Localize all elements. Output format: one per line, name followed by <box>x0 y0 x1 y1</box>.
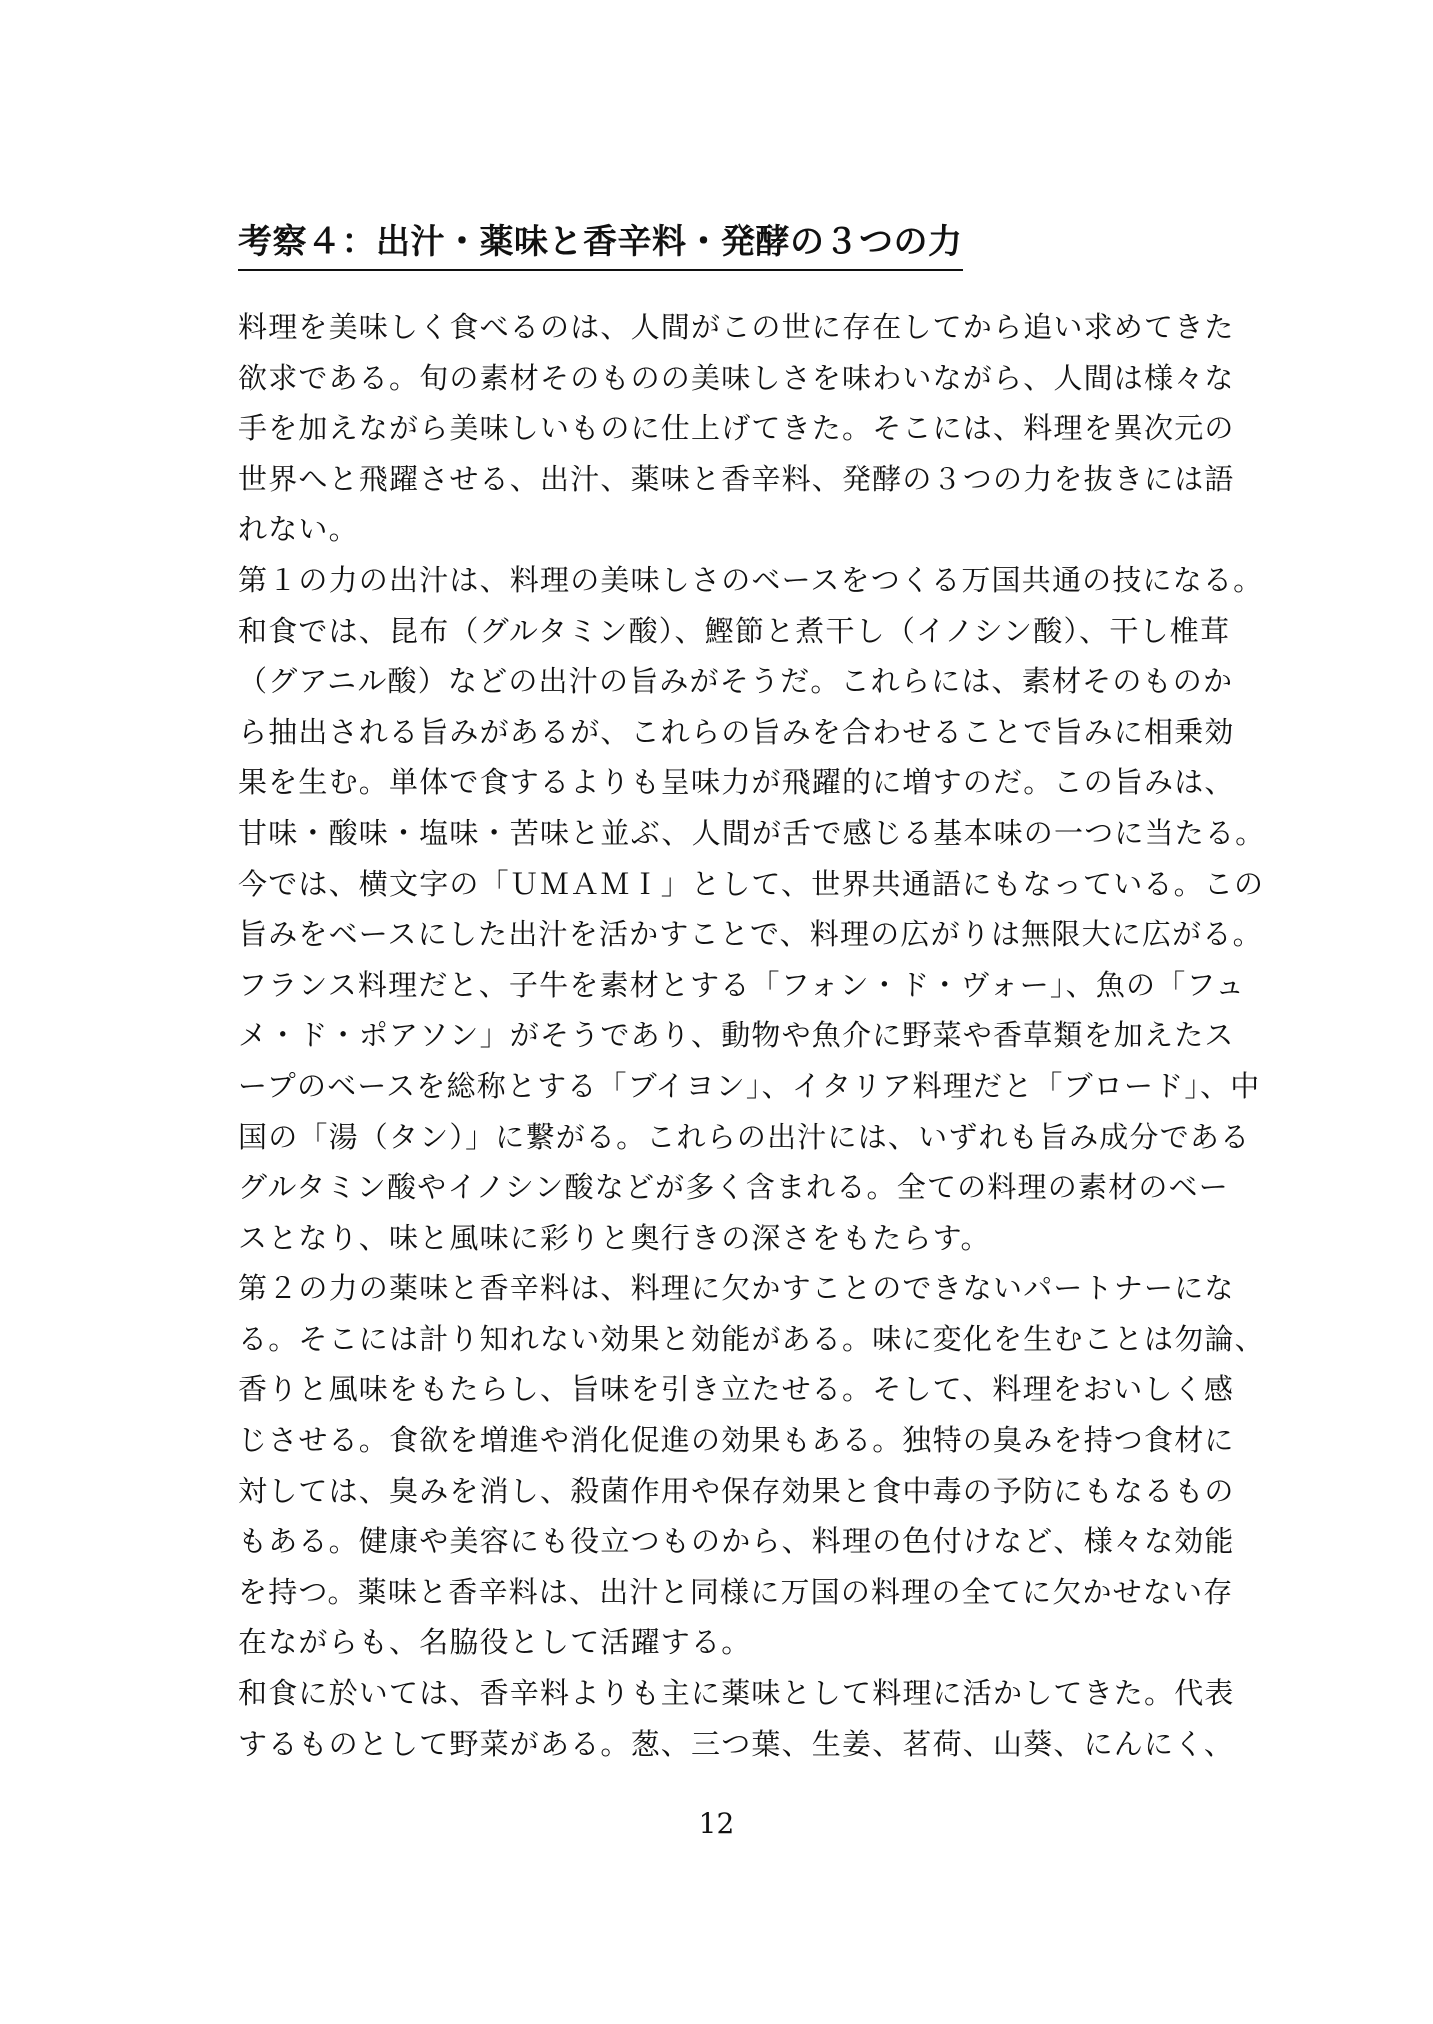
text-line: 在ながらも、名脇役として活躍する。 <box>238 1625 752 1660</box>
text-line: もある。健康や美容にも役立つものから、料理の色付けなど、様々な効能 <box>238 1524 1235 1559</box>
text-line: 今では、横文字の「ＵＭＡＭＩ」として、世界共通語にもなっている。この <box>238 866 1265 901</box>
text-line: 甘味・酸味・塩味・苦味と並ぶ、人間が舌で感じる基本味の一つに当たる。 <box>238 815 1266 850</box>
text-line: メ・ド・ポアソン」がそうであり、動物や魚介に野菜や香草類を加えたス <box>238 1018 1235 1053</box>
page-number: 12 <box>698 1807 735 1840</box>
section-title: 考察４：出汁・薬味と香辛料・発酵の３つの力 <box>238 222 963 271</box>
text-line: 第２の力の薬味と香辛料は、料理に欠かすことのできないパートナーにな <box>238 1271 1235 1306</box>
text-line: じさせる。食欲を増進や消化促進の効果もある。独特の臭みを持つ食材に <box>238 1423 1235 1458</box>
body-text <box>238 302 1266 1769</box>
text-line: 料理を美味しく食べるのは、人間がこの世に存在してから追い求めてきた <box>238 310 1235 344</box>
text-line: 旨みをベースにした出汁を活かすことで、料理の広がりは無限大に広がる。 <box>238 917 1263 952</box>
text-line: 対しては、臭みを消し、殺菌作用や保存効果と食中毒の予防にもなるもの <box>238 1473 1235 1508</box>
text-line: 国の「湯（タン）」に繋がる。これらの出汁には、いずれも旨み成分である <box>238 1119 1251 1154</box>
text-line: を持つ。薬味と香辛料は、出汁と同様に万国の料理の全てに欠かせない存 <box>238 1574 1234 1609</box>
text-line: 第１の力の出汁は、料理の美味しさのベースをつくる万国共通の技になる。 <box>238 562 1264 597</box>
text-line: ら抽出される旨みがあるが、これらの旨みを合わせることで旨みに相乗効 <box>238 714 1235 749</box>
text-line: 香りと風味をもたらし、旨味を引き立たせる。そして、料理をおいしく感 <box>238 1372 1235 1407</box>
text-line: る。そこには計り知れない効果と効能がある。味に変化を生むことは勿論、 <box>238 1321 1265 1356</box>
text-line: 和食では、昆布（グルタミン酸）、鰹節と煮干し（イノシン酸）、干し椎茸 <box>238 613 1231 648</box>
text-line: フランス料理だと、子牛を素材とする「フォン・ド・ヴォー」、魚の「フュ <box>238 967 1246 1002</box>
text-line: 手を加えながら美味しいものに仕上げてきた。そこには、料理を異次元の <box>238 411 1235 446</box>
text-line: れない。 <box>238 512 359 547</box>
text-line: （グアニル酸）などの出汁の旨みがそうだ。これらには、素材そのものか <box>238 664 1234 699</box>
text-line: グルタミン酸やイノシン酸などが多く含まれる。全ての料理の素材のベー <box>238 1170 1229 1205</box>
text-line: するものとして野菜がある。葱、三つ葉、生姜、茗荷、山葵、にんにく、 <box>238 1726 1235 1761</box>
text-line: スとなり、味と風味に彩りと奥行きの深さをもたらす。 <box>238 1220 991 1255</box>
text-line: ープのベースを総称とする「ブイヨン」、イタリア料理だと「ブロード」、中 <box>238 1068 1261 1103</box>
text-line: 果を生む。単体で食するよりも呈味力が飛躍的に増すのだ。この旨みは、 <box>238 765 1235 800</box>
text-line: 欲求である。旬の素材そのものの美味しさを味わいながら、人間は様々な <box>238 360 1235 395</box>
text-line: 世界へと飛躍させる、出汁、薬味と香辛料、発酵の３つの力を抜きには語 <box>238 461 1235 496</box>
text-line: 和食に於いては、香辛料よりも主に薬味として料理に活かしてきた。代表 <box>238 1676 1235 1711</box>
